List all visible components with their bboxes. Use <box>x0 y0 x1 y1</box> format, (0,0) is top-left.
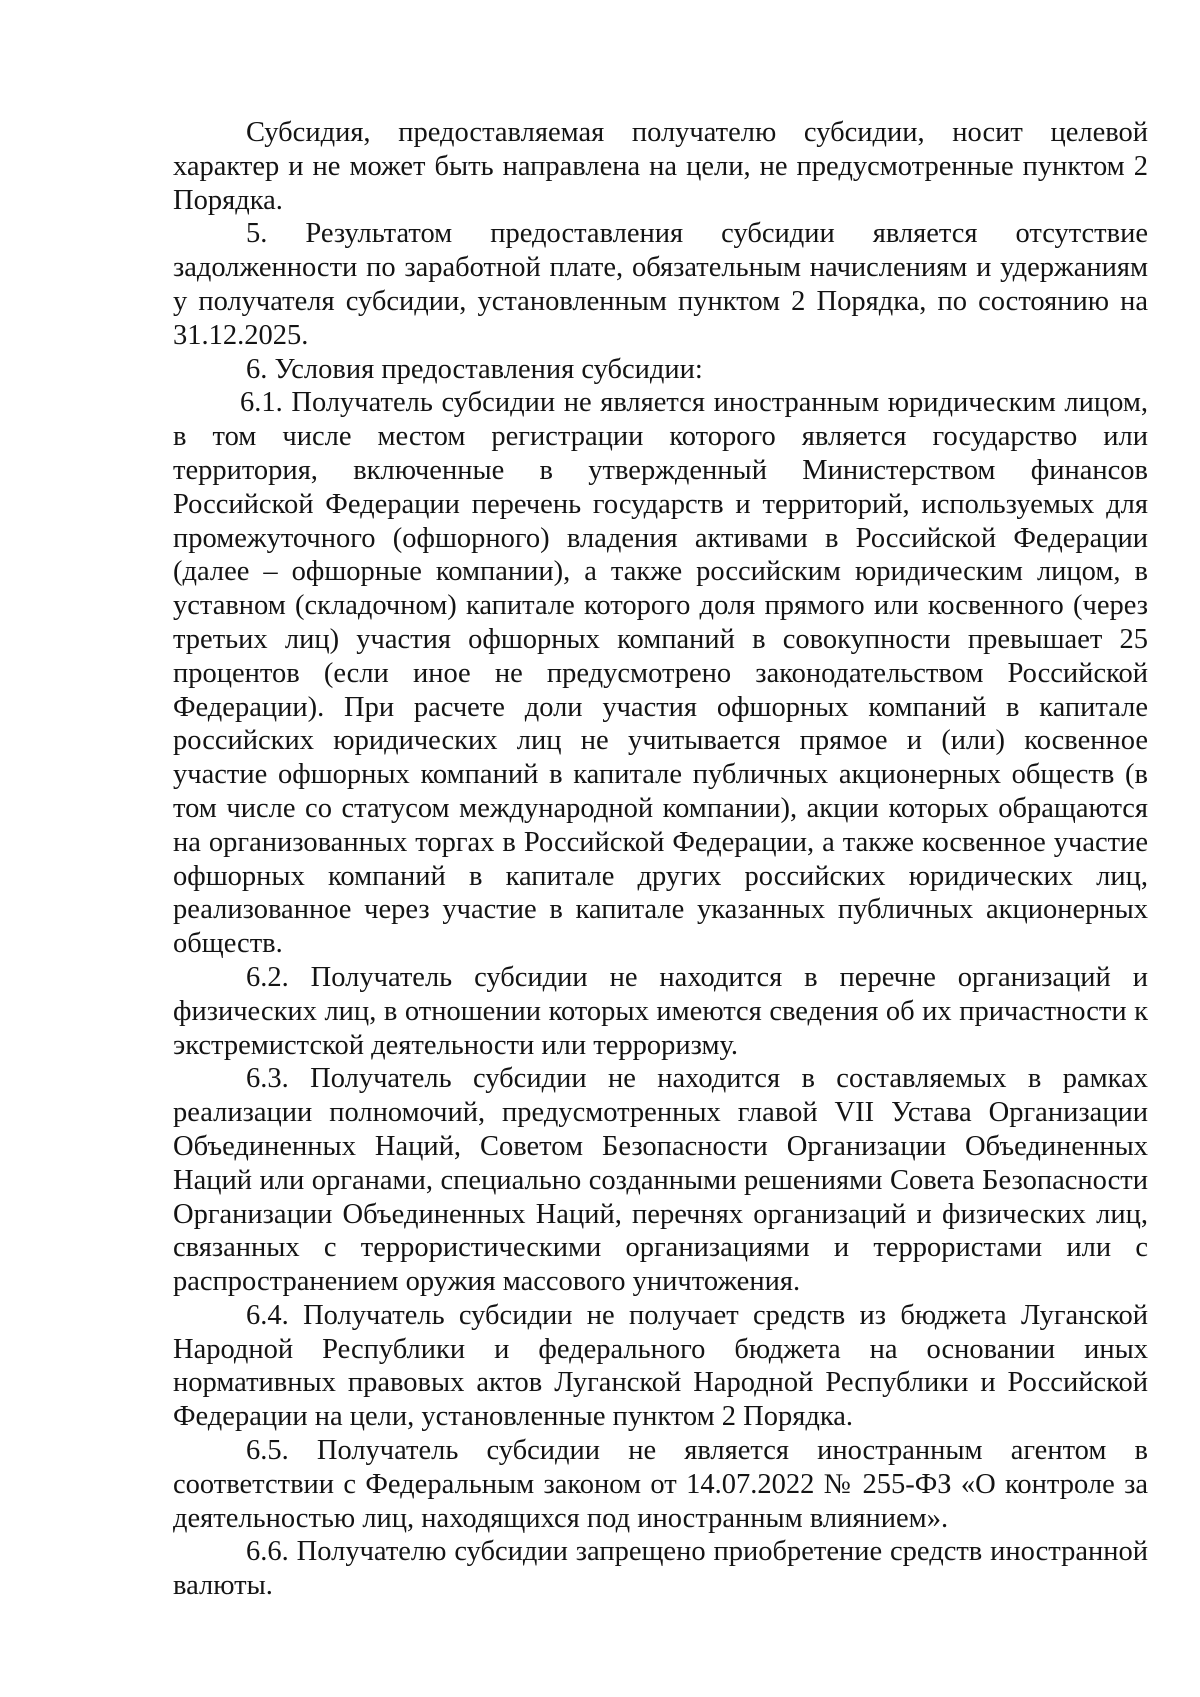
paragraph-item-6-5: 6.5. Получатель субсидии не является иностранным агентом в соответствии с Федеральным законом от 14.07.2022 № 255-ФЗ «О контроле за деятельностью лиц, находящихся под иностранным влиянием». <box>173 1435 1148 1534</box>
paragraph-item-6-2: 6.2. Получатель субсидии не находится в перечне организаций и физических лиц, в отношении которых имеются сведения об их причастности к экстремистской деятельности или терроризму. <box>173 961 1148 1061</box>
paragraph-item-6-conditions: 6. Условия предоставления субсидии: <box>246 353 703 385</box>
paragraph-item-5-result: 5. Результатом предоставления субсидии является отсутствие задолженности по заработной плате, обязательным начислениям и удержаниям у получателя субсидии, установленным пунктом 2 Порядка, по состоянию на 31.12.2025. <box>173 218 1148 351</box>
paragraph-item-6-1: 6.1. Получатель субсидии не является иностранным юридическим лицом, в том числе местом регистрации которого является государство или территория, включенные в утвержденный Министерством финансов Российской Федерации перечень государств и территорий, используемых для промежуточного (офшорного) владения активами в Российской Федерации (далее – офшорные компании), а также российским юридическим лицом, в уставном (складочном) капитале которого доля прямого или косвенного (через третьих лиц) участия офшорных компаний в совокупности превышает 25 процентов (если иное не предусмотрено законодательством Российской Федерации). При расчете доли участия офшорных компаний в капитале российских юридических лиц не учитывается прямое и (или) косвенное участие офшорных компаний в капитале публичных акционерных обществ (в том числе со статусом международной компании), акции которых обращаются на организованных торгах в Российской Федерации, а также косвенное участие офшорных компаний в капитале других российских юридических лиц, реализованное через участие в капитале указанных публичных акционерных обществ. <box>173 387 1148 960</box>
paragraph-item-6-4: 6.4. Получатель субсидии не получает средств из бюджета Луганской Народной Республики и федерального бюджета на основании иных нормативных правовых актов Луганской Народной Республики и Российской Федерации на цели, установленные пунктом 2 Порядка. <box>173 1299 1148 1433</box>
document-page <box>173 116 1148 1603</box>
paragraph-subsidy-purpose: Субсидия, предоставляемая получателю субсидии, носит целевой характер и не может быть направлена на цели, не предусмотренные пунктом 2 Порядка. <box>173 117 1148 216</box>
paragraph-item-6-3: 6.3. Получатель субсидии не находится в составляемых в рамках реализации полномочий, предусмотренных главой VII Устава Организации Объединенных Наций, Советом Безопасности Организации Объединенных Наций или органами, специально созданными решениями Совета Безопасности Организации Объединенных Наций, перечнях организаций и физических лиц, связанных с террористическими организациями и террористами или с распространением оружия массового уничтожения. <box>173 1063 1148 1298</box>
paragraph-item-6-6: 6.6. Получателю субсидии запрещено приобретение средств иностранной валюты. <box>173 1536 1148 1602</box>
